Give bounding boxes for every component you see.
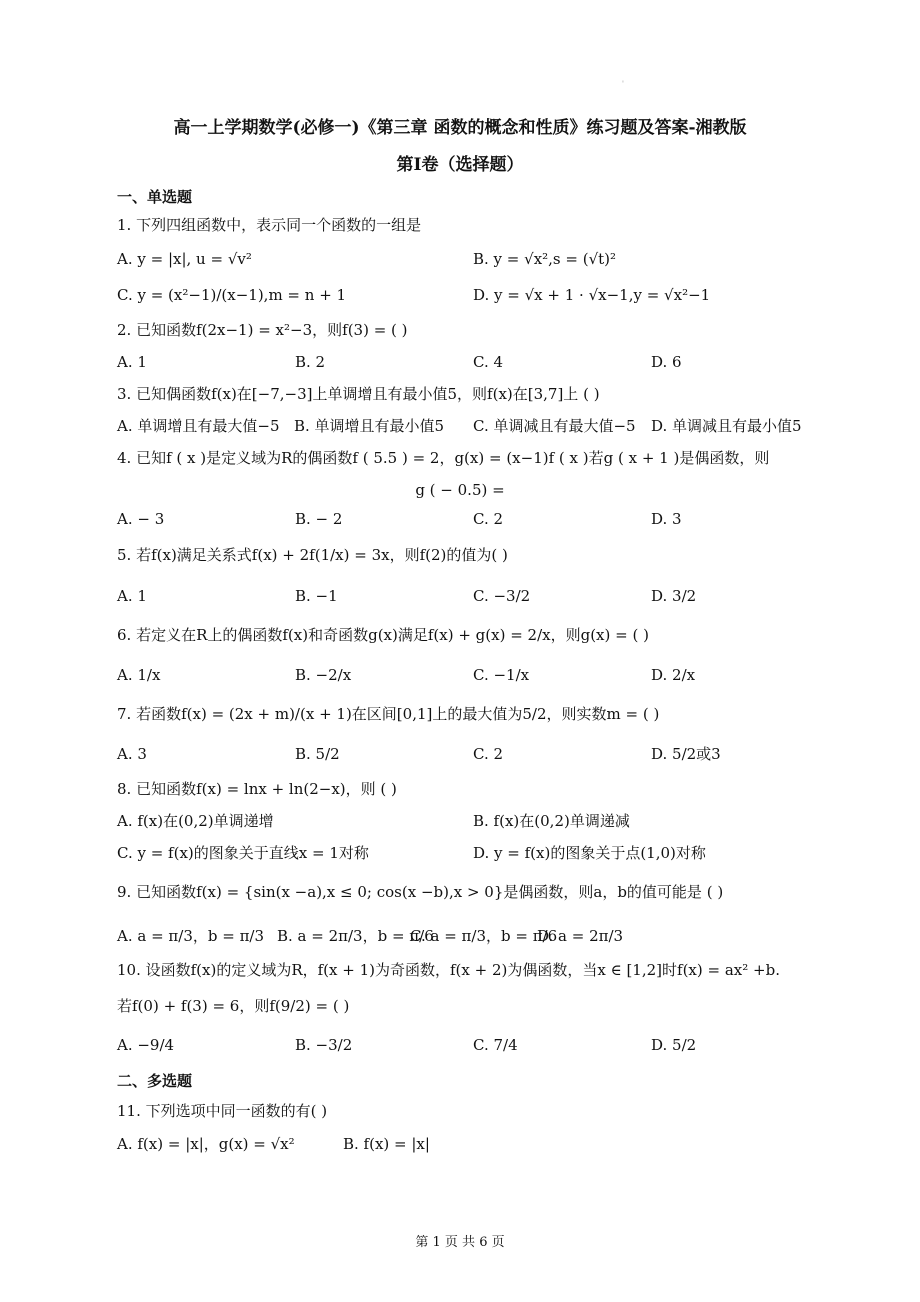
q2-option-a: A. 1 [117, 353, 147, 371]
q4-stem-continued: g ( − 0.5) = [415, 481, 505, 499]
q9-option-a: A. a = π/3，b = π/3 [117, 927, 265, 945]
q9-option-c: C. a = π/3，b = π/6 [410, 927, 558, 945]
q10-stem: 10. 设函数f(x)的定义域为R，f(x + 1)为奇函数，f(x + 2)为偶函数，当x ∈ [1,2]时f(x) = ax² +b. [117, 961, 780, 979]
q5-option-b: B. −1 [295, 587, 338, 605]
q1-stem: 1. 下列四组函数中，表示同一个函数的一组是 [117, 216, 422, 234]
q8-option-b: B. f(x)在(0,2)单调递减 [473, 812, 630, 830]
q5-option-d: D. 3/2 [651, 587, 697, 605]
q7-stem: 7. 若函数f(x) = (2x + m)/(x + 1)在区间[0,1]上的最大值为5/2，则实数m = ( ) [117, 705, 660, 723]
q3-option-a: A. 单调增且有最大值−5 [117, 417, 280, 435]
q4-option-b: B. − 2 [295, 510, 343, 528]
page-title: 高一上学期数学(必修一)《第三章 函数的概念和性质》练习题及答案-湘教版 [173, 118, 747, 138]
q6-option-d: D. 2/x [651, 666, 696, 684]
q4-option-c: C. 2 [473, 510, 504, 528]
q4-option-d: D. 3 [651, 510, 682, 528]
q10-option-a: A. −9/4 [117, 1036, 175, 1054]
q6-stem: 6. 若定义在R上的偶函数f(x)和奇函数g(x)满足f(x) + g(x) = 2/x，则g(x) = ( ) [117, 626, 649, 644]
q10-stem-continued: 若f(0) + f(3) = 6，则f(9/2) = ( ) [117, 997, 350, 1015]
q1-option-a: A. y = |x|, u = √v² [117, 250, 252, 268]
q4-stem: 4. 已知f ( x )是定义域为R的偶函数f ( 5.5 ) = 2，g(x) = (x−1)f ( x )若g ( x + 1 )是偶函数，则 [117, 449, 770, 467]
q3-stem: 3. 已知偶函数f(x)在[−7,−3]上单调增且有最小值5，则f(x)在[3,7]上 ( ) [117, 385, 600, 403]
q4-option-a: A. − 3 [117, 510, 165, 528]
q6-option-a: A. 1/x [117, 666, 161, 684]
q8-stem: 8. 已知函数f(x) = lnx + ln(2−x)，则 ( ) [117, 780, 397, 798]
q7-option-d: D. 5/2或3 [651, 745, 721, 763]
q7-option-b: B. 5/2 [295, 745, 340, 763]
section-single-choice: 一、单选题 [117, 188, 193, 206]
q5-option-c: C. −3/2 [473, 587, 531, 605]
q3-option-b: B. 单调增且有最小值5 [294, 417, 445, 435]
q8-option-a: A. f(x)在(0,2)单调递增 [117, 812, 274, 830]
q10-option-d: D. 5/2 [651, 1036, 697, 1054]
q2-stem: 2. 已知函数f(2x−1) = x²−3，则f(3) = ( ) [117, 321, 408, 339]
q2-option-d: D. 6 [651, 353, 682, 371]
q1-option-c: C. y = (x²−1)/(x−1),m = n + 1 [117, 286, 347, 304]
q8-option-d: D. y = f(x)的图象关于点(1,0)对称 [473, 844, 706, 862]
q2-option-c: C. 4 [473, 353, 504, 371]
page-subtitle: 第I卷（选择题） [396, 155, 524, 175]
q3-option-d: D. 单调减且有最小值5 [651, 417, 802, 435]
q11-option-b: B. f(x) = |x| [343, 1135, 430, 1153]
q7-option-c: C. 2 [473, 745, 504, 763]
q5-stem: 5. 若f(x)满足关系式f(x) + 2f(1/x) = 3x，则f(2)的值为( ) [117, 546, 508, 564]
page-footer: 第 1 页 共 6 页 [415, 1235, 505, 1250]
q8-option-c: C. y = f(x)的图象关于直线x = 1对称 [117, 844, 369, 862]
q2-option-b: B. 2 [295, 353, 326, 371]
q1-option-d: D. y = √x + 1 · √x−1,y = √x²−1 [473, 286, 711, 304]
q10-option-c: C. 7/4 [473, 1036, 518, 1054]
q11-option-a: A. f(x) = |x|，g(x) = √x² [117, 1135, 295, 1153]
q9-option-b: B. a = 2π/3，b = π/6 [277, 927, 434, 945]
q9-option-d: D. a = 2π/3 [537, 927, 624, 945]
q11-stem: 11. 下列选项中同一函数的有( ) [117, 1102, 328, 1120]
q9-stem: 9. 已知函数f(x) = {sin(x −a),x ≤ 0; cos(x −b),x > 0}是偶函数，则a，b的值可能是 ( ) [117, 883, 724, 901]
q7-option-a: A. 3 [117, 745, 147, 763]
q6-option-b: B. −2/x [295, 666, 352, 684]
q1-option-b: B. y = √x²,s = (√t)² [473, 250, 617, 268]
top-mark: ' [622, 80, 624, 88]
q6-option-c: C. −1/x [473, 666, 530, 684]
q3-option-c: C. 单调减且有最大值−5 [473, 417, 636, 435]
section-multiple-choice: 二、多选题 [117, 1072, 193, 1090]
q5-option-a: A. 1 [117, 587, 147, 605]
q10-option-b: B. −3/2 [295, 1036, 353, 1054]
